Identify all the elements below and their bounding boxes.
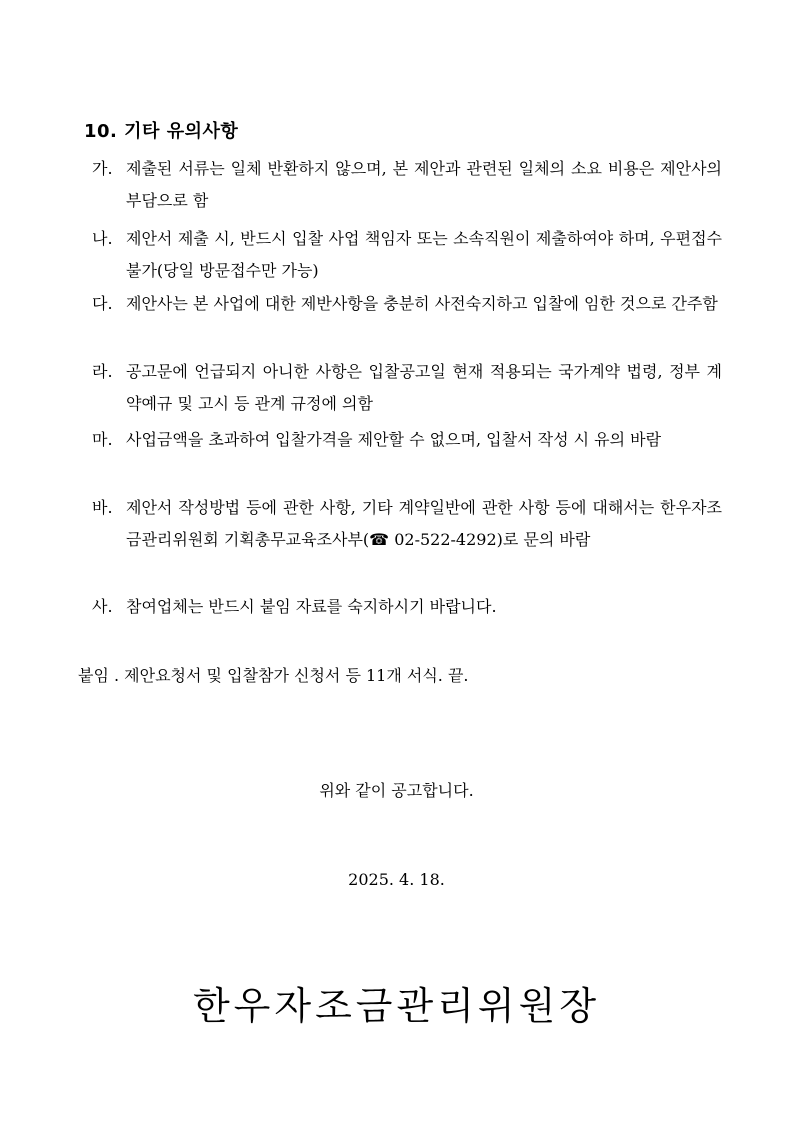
item-text: 참여업체는 반드시 붙임 자료를 숙지하시기 바랍니다. — [126, 597, 497, 616]
list-item — [92, 492, 722, 556]
list-item — [92, 424, 722, 456]
list-item — [92, 223, 722, 287]
item-text: 제안서 제출 시, 반드시 입찰 사업 책임자 또는 소속직원이 제출하여야 하며, 우편접수 불가(당일 방문접수만 가능) — [126, 229, 722, 280]
telephone-icon: ☎ — [369, 530, 390, 549]
list-item — [92, 356, 722, 420]
phone-number: 02-522-4292 — [394, 530, 497, 549]
attachment-note: 붙임 . 제안요청서 및 입찰참가 신청서 등 11개 서식. 끝. — [78, 666, 469, 685]
item-marker: 마. — [92, 430, 113, 449]
item-marker: 바. — [92, 498, 113, 517]
item-text: 제출된 서류는 일체 반환하지 않으며, 본 제안과 관련된 일체의 소요 비용은 제안사의 부담으로 함 — [126, 159, 722, 210]
item-marker: 다. — [92, 294, 113, 313]
item-text-after: )로 문의 바람 — [496, 530, 591, 549]
item-text-before: 제안서 작성방법 등에 관한 사항, 기타 계약일반에 관한 사항 등에 대해서는 한우자조금관리위원회 기획총무교육조사부( — [126, 498, 722, 549]
section-title: 10. 기타 유의사항 — [84, 121, 239, 142]
signer-title: 한우자조금관리위원장 — [192, 984, 601, 1028]
list-item — [92, 288, 722, 320]
notice-date: 2025. 4. 18. — [348, 870, 445, 889]
item-text: 제안사는 본 사업에 대한 제반사항을 충분히 사전숙지하고 입찰에 임한 것으로 간주함 — [126, 294, 718, 313]
list-item — [92, 591, 722, 623]
item-text: 사업금액을 초과하여 입찰가격을 제안할 수 없으며, 입찰서 작성 시 유의 바람 — [126, 430, 662, 449]
item-marker: 가. — [92, 159, 113, 178]
item-text — [126, 492, 722, 556]
announcement: 위와 같이 공고합니다. — [319, 781, 474, 800]
item-marker: 라. — [92, 362, 113, 381]
item-marker: 나. — [92, 229, 113, 248]
list-item — [92, 153, 722, 217]
item-text: 공고문에 언급되지 아니한 사항은 입찰공고일 현재 적용되는 국가계약 법령, 정부 계약예규 및 고시 등 관계 규정에 의함 — [126, 362, 722, 413]
item-marker: 사. — [92, 597, 113, 616]
